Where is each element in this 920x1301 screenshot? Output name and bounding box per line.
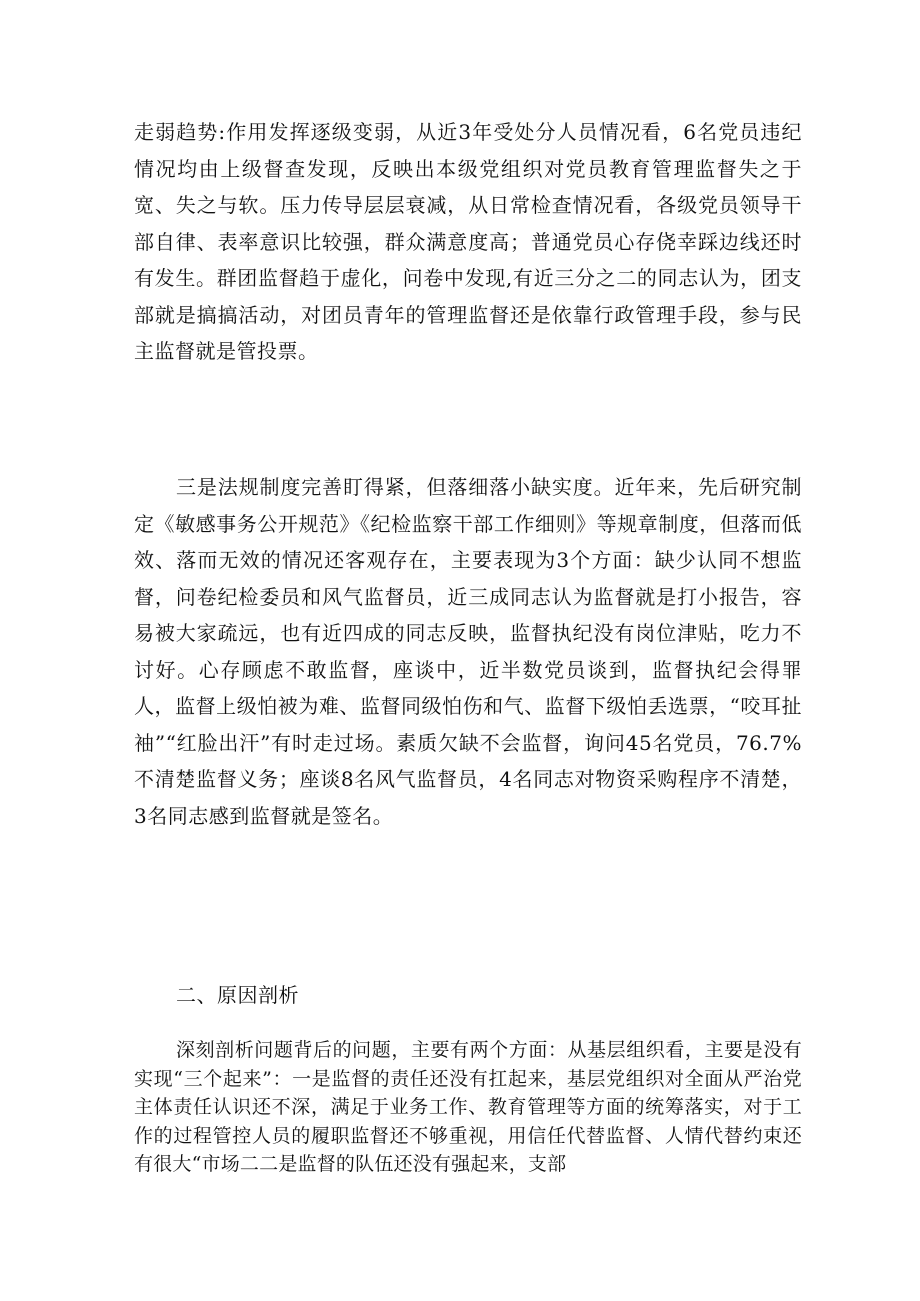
- section-heading: 二、原因剖析: [176, 983, 299, 1007]
- paragraph-2: 三是法规制度完善盯得紧，但落细落小缺实度。近年来，先后研究制定《敏感事务公开规范》《纪检监察干部工作细则》等规章制度，但落而低效、落而无效的情况还客观存在，主要表现为3个方面：缺少认同不想监督，问卷纪检委员和风气监督员，近三成同志认为监督就是打小报告，容易被大家疏远，也有近四成的同志反映，监督执纪没有岗位津贴，吃力不讨好。心存顾虑不敢监督，座谈中，近半数党员谈到，监督执纪会得罪人，监督上级怕被为难、监督同级怕伤和气、监督下级怕丢选票，“咬耳扯袖”“红脸出汗”有时走过场。素质欠缺不会监督，询问45名党员，76.7%不清楚监督义务；座谈8名风气监督员，4名同志对物资采购程序不清楚，3名同志感到监督就是签名。: [134, 475, 802, 828]
- paragraph-1: 走弱趋势:作用发挥逐级变弱，从近3年受处分人员情况看，6名党员违纪情况均由上级督查发现，反映出本级党组织对党员教育管理监督失之于宽、失之与软。压力传导层层衰减，从日常检查情况看，各级党员领导干部自律、表率意识比较强，群众满意度高；普通党员心存侥幸踩边线还时有发生。群团监督趋于虚化，问卷中发现,有近三分之二的同志认为，团支部就是搞搞活动，对团员青年的管理监督还是依靠行政管理手段，参与民主监督就是管投票。: [134, 120, 802, 363]
- paragraph-3: 深刻剖析问题背后的问题，主要有两个方面：从基层组织看，主要是没有实现“三个起来”：一是监督的责任还没有扛起来，基层党组织对全面从严治党主体责任认识还不深，满足于业务工作、教育管理等方面的统筹落实，对于工作的过程管控人员的履职监督还不够重视，用信任代替监督、人情代替约束还有很大“市场二二是监督的队伍还没有强起来，支部: [134, 1039, 802, 1176]
